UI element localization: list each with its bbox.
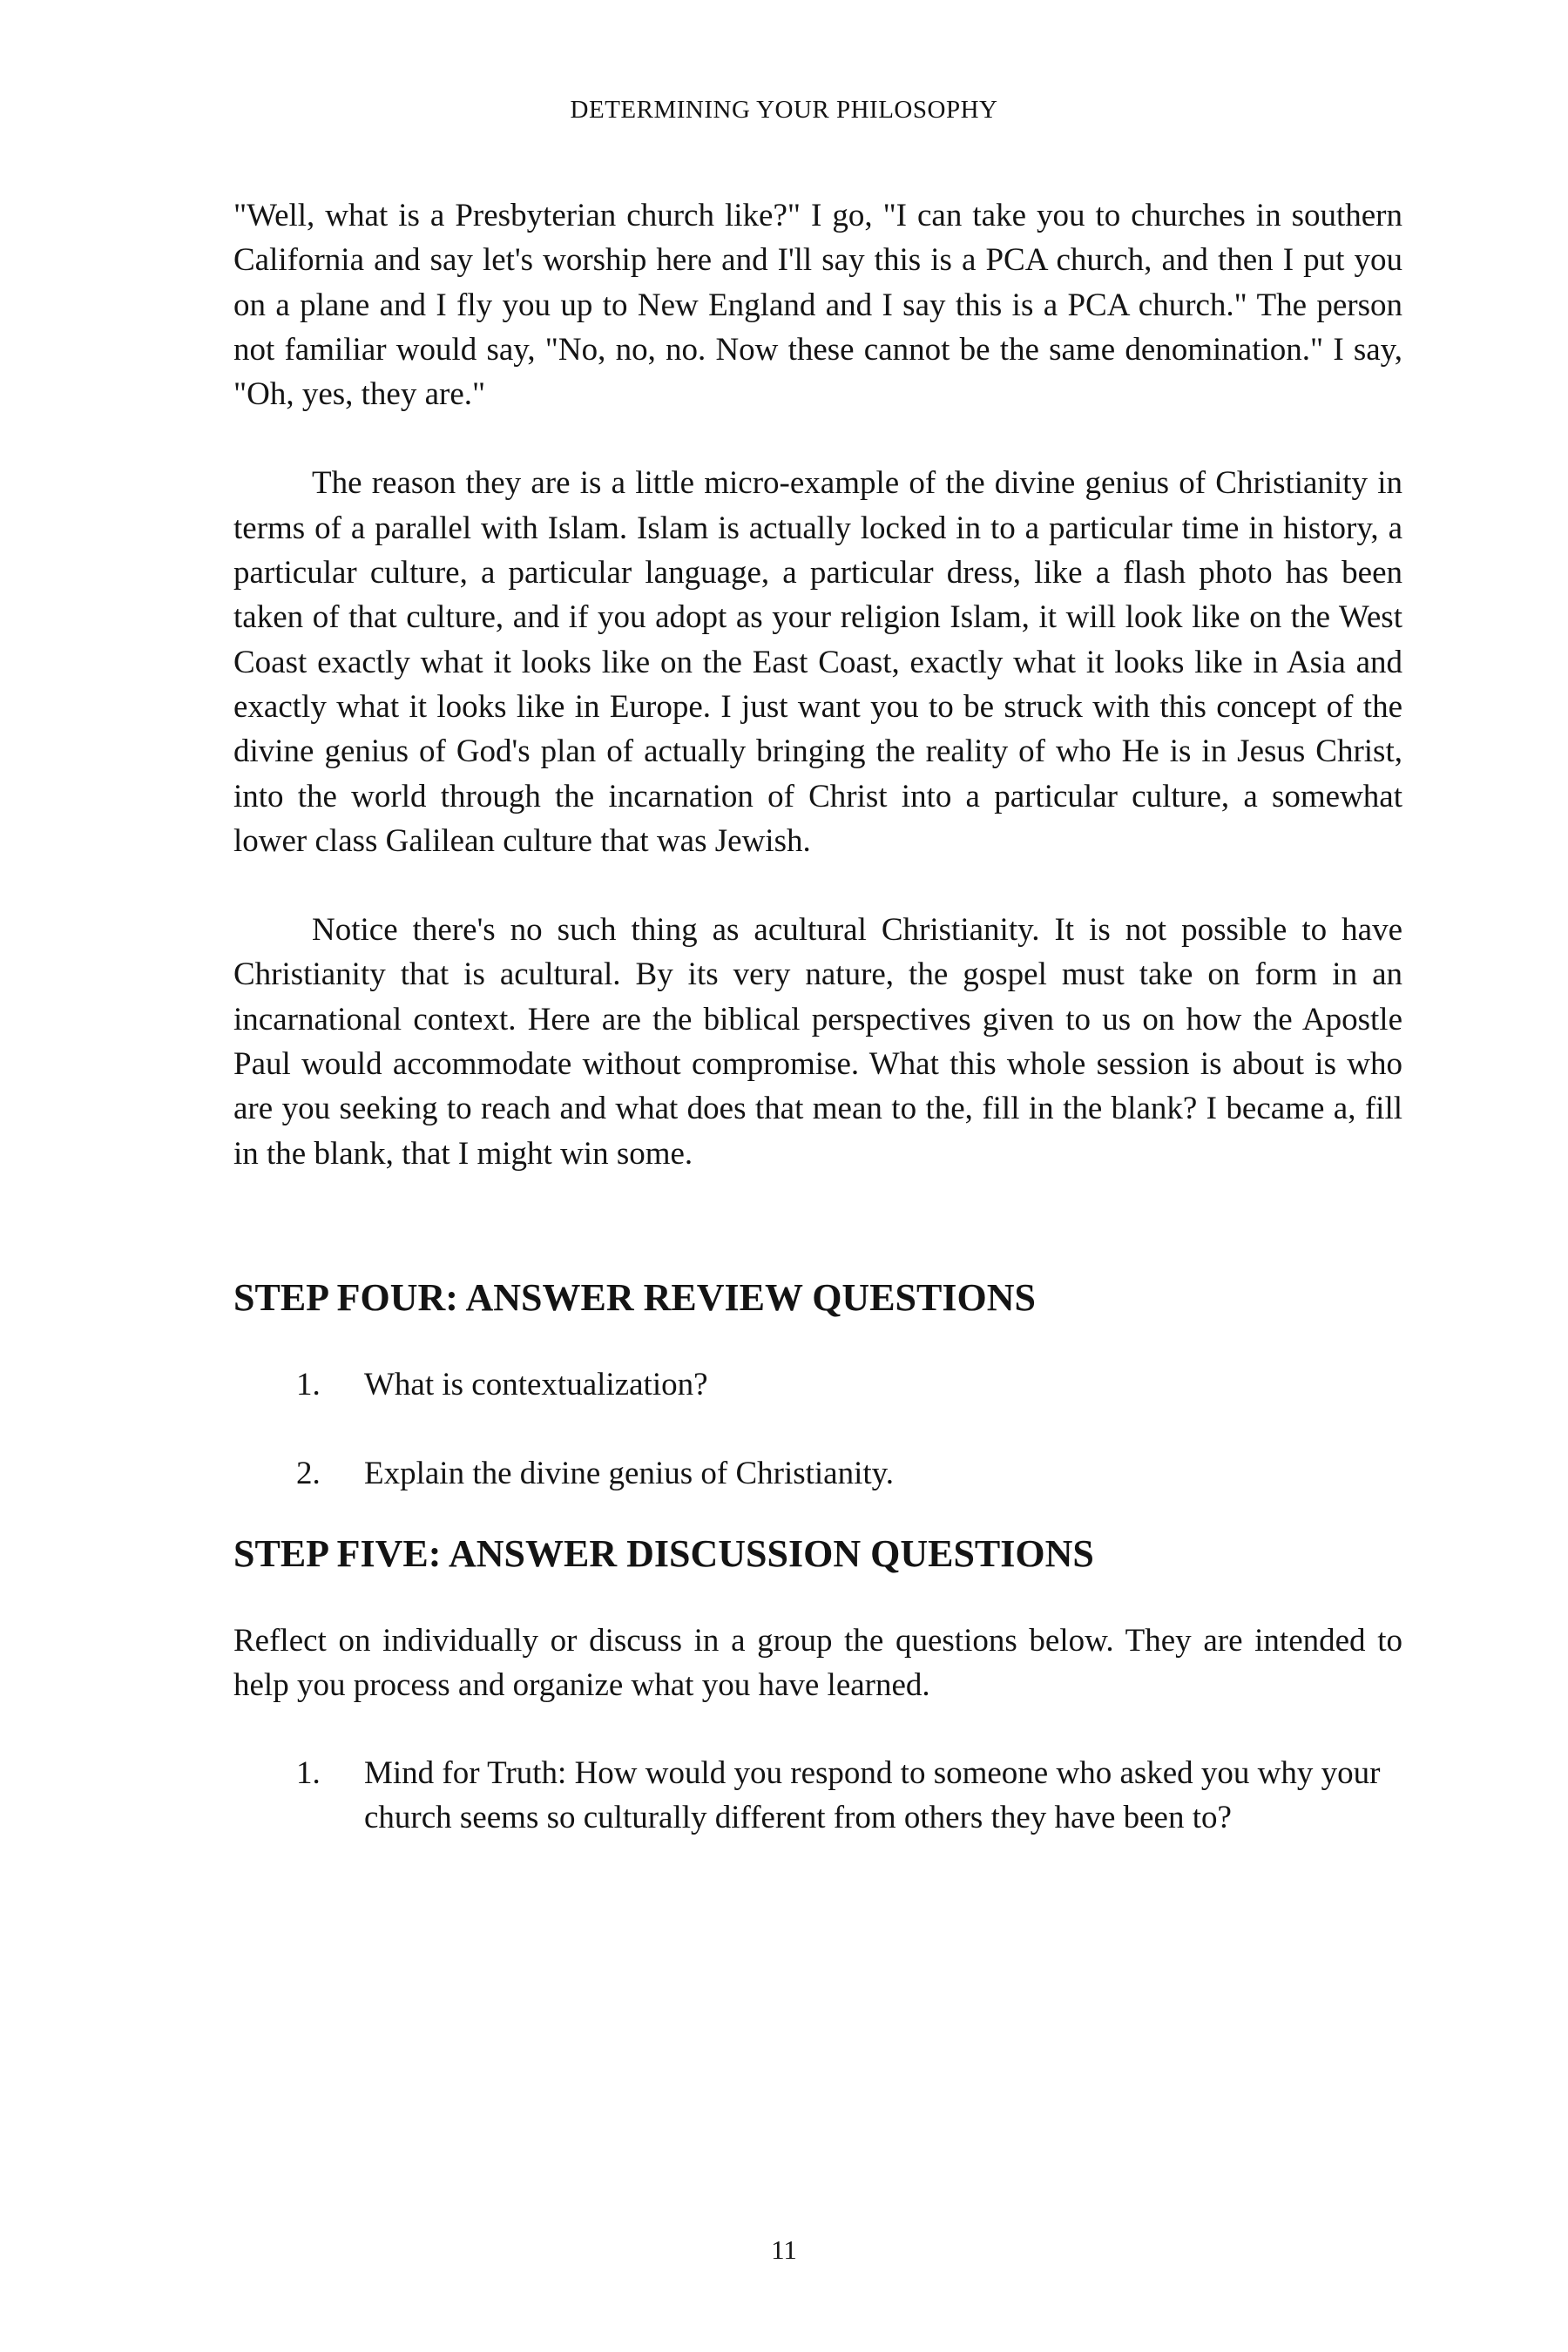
running-head: DETERMINING YOUR PHILOSOPHY [570,96,998,124]
paragraph-divine-genius: The reason they are is a little micro-example of the divine genius of Christianity in terms of a parallel with Islam. Islam is actually locked in to a particular time in history, a particular culture, a particular language, a particular dress, like a flash photo has been taken of that culture, and if you adopt as your religion Islam, it will look like on the West Coast exactly what it looks like on the East Coast, exactly what it looks like in Asia and exactly what it looks like in Europe. I just want you to be struck with this concept of the divine genius of God's plan of actually bringing the reality of who He is in Jesus Christ, into the world through the incarnation of Christ into a particular culture, a somewhat lower class Galilean culture that was Jewish. [233,465,1402,859]
review-question-text: What is contextualization? [364,1366,708,1402]
page-body [233,193,1402,1841]
review-question-number: 2. [296,1456,321,1492]
step-five-heading: STEP FIVE: ANSWER DISCUSSION QUESTIONS [233,1531,1094,1575]
review-question-text: Explain the divine genius of Christianity. [364,1456,895,1492]
discussion-question-text: Mind for Truth: How would you respond to someone who asked you why your church seems so culturally different from others they have been to? [364,1755,1381,1836]
step-four-heading: STEP FOUR: ANSWER REVIEW QUESTIONS [233,1275,1036,1319]
discussion-question-number: 1. [296,1755,321,1792]
review-question-item [233,1362,1402,1407]
page-number: 11 [771,2234,797,2265]
review-questions-list [233,1362,1402,1497]
review-question-item [233,1451,1402,1496]
review-question-number: 1. [296,1366,321,1402]
discussion-question-item [233,1751,1402,1841]
discussion-questions-list [233,1751,1402,1841]
discussion-intro: Reflect on individually or discuss in a group the questions below. They are intended to help you process and organize what you have learned. [233,1622,1402,1703]
paragraph-acultural-christianity: Notice there's no such thing as acultural Christianity. It is not possible to have Christianity that is acultural. By its very nature, the gospel must take on form in an incarnational context. Here are the biblical perspectives given to us on how the Apostle Paul would accommodate without compromise. What this whole session is about is who are you seeking to reach and what does that mean to the, fill in the blank? I became a, fill in the blank, that I might win some. [233,912,1402,1172]
paragraph-continued: "Well, what is a Presbyterian church like?" I go, "I can take you to churches in southern California and say let's worship here and I'll say this is a PCA church, and then I put you on a plane and I fly you up to New England and I say this is a PCA church." The person not familiar would say, "No, no, no. Now these cannot be the same denomination." I say, "Oh, yes, they are." [233,198,1402,413]
